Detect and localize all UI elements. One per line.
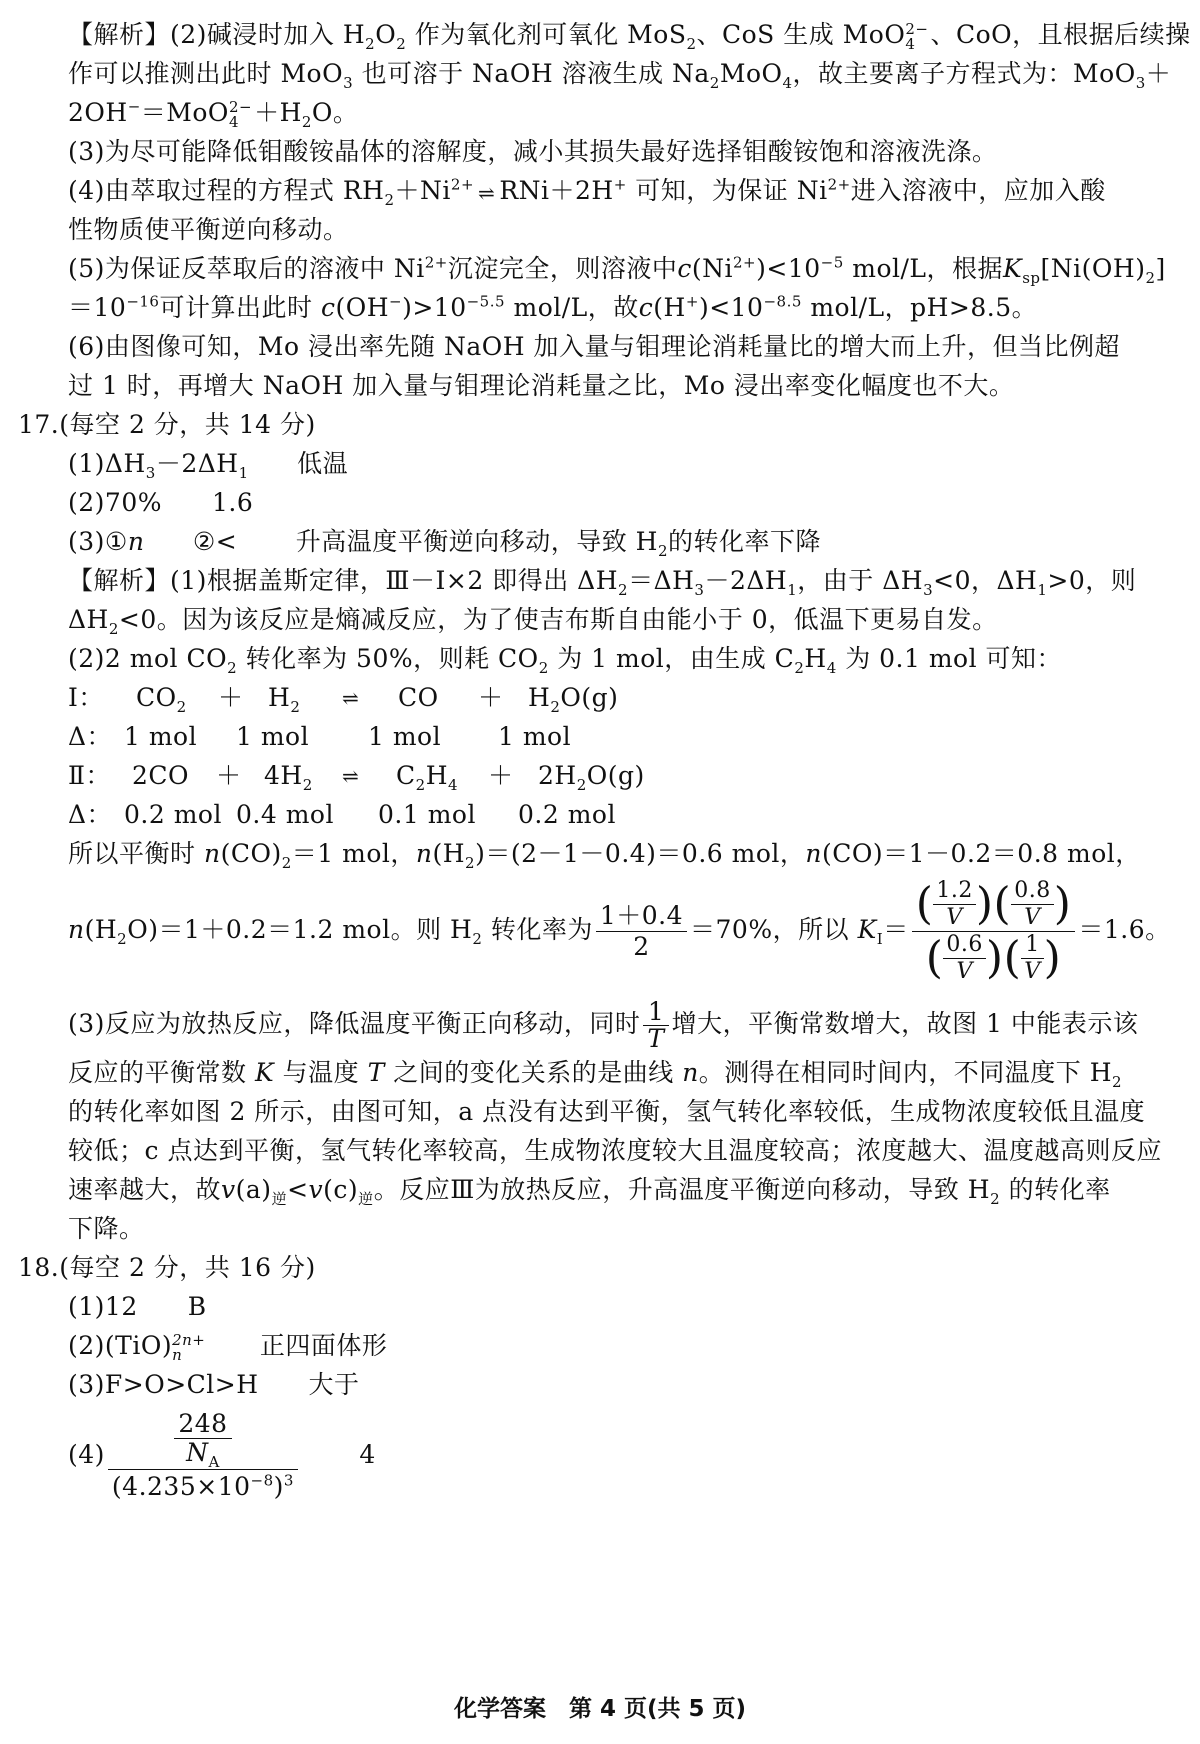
q18-answer-1: (1)12 B xyxy=(68,1292,207,1321)
equilibrium-arrow-icon: ⇌ xyxy=(342,764,360,788)
equilibrium-arrow-icon: ⇌ xyxy=(478,180,496,205)
q18-answer-4: (4) $\frac{\frac{248}{N_A}}{(4.235\times 10^{-8})^3}$ 4 xyxy=(68,1400,376,1510)
page-footer: 化学答案 第 4 页(共 5 页) xyxy=(453,1696,747,1722)
q17-answer-2: (2)70% 1.6 xyxy=(68,488,254,517)
q17-explanation-3-line-2: 反应的平衡常数 K 与温度 T 之间的变化关系的是曲线 n。测得在相同时间内，不同温度下 $H_2$ xyxy=(68,1058,1123,1091)
analysis-16-p6: (6)由图像可知，Mo 浸出率先随 NaOH 加入量与钼理论消耗量比的增大而上升，但当比例超 xyxy=(68,332,1120,361)
reaction-1: Ⅰ： $CO_2$ ＋ $H_2$ ⇌ CO ＋ $H_2O(g)$ xyxy=(68,683,619,716)
q18-answer-3: (3)F>O>Cl>H 大于 xyxy=(68,1370,360,1399)
analysis-16-p6-line-2: 过 1 时，再增大 NaOH 加入量与钼理论消耗量之比，Mo 浸出率变化幅度也不大。 xyxy=(68,371,1015,400)
analysis-16-p5: (5)为保证反萃取后的溶液中 $Ni^{2+}$沉淀完全，则溶液中$c(Ni^{2+})<10^{-5}$ mol/L，根据$K_{sp}[Ni(OH)_2]$ xyxy=(68,253,1166,287)
q18-answer-2: (2)(TiO) 2n+ n 正四面体形 xyxy=(68,1330,388,1364)
q17-header: 17.(每空 2 分，共 14 分) xyxy=(18,410,316,439)
analysis-16-p4-line-2: 性物质使平衡逆向移动。 xyxy=(68,215,349,244)
reaction-1-delta: Δ： 1 mol 1 mol 1 mol 1 mol xyxy=(68,722,572,751)
analysis-16-line-3: 2OH−＝MoO 2− 4 $+H_2O$。 xyxy=(68,97,359,131)
analysis-16-line-1: 【解析】(2)碱浸时加入 $H_2O_2$ 作为氧化剂可氧化 MoS$_2$、CoS 生成 MoO 2− 4 、CoO，且根据后续操 xyxy=(68,19,1191,53)
analysis-16-p5-line-2: $=10^{-16}$可计算出此时 $c(OH^-)>10^{-5.5}$ mol/L，故$c(H^+)<10^{-8.5}$ mol/L，pH>8.5。 xyxy=(68,292,1038,322)
q17-explanation-3-line-3: 的转化率如图 2 所示，由图可知，a 点没有达到平衡，氢气转化率较低，生成物浓度较低且温度 xyxy=(68,1097,1146,1126)
analysis-16-p4: (4)由萃取过程的方程式 $RH_2+Ni^{2+}$ ⇌ RNi＋2H+ 可知，为保证 $Ni^{2+}$进入溶液中，应加入酸 xyxy=(68,175,1106,209)
reaction-2-delta: Δ： 0.2 mol 0.4 mol 0.1 mol 0.2 mol xyxy=(68,800,616,829)
q17-explanation-3: (3)反应为放热反应，降低温度平衡正向移动，同时 $\frac{1}{T}$ 增大，平衡常数增大，故图 1 中能表示该 xyxy=(68,997,1139,1053)
q17-explanation-3-line-5: 速率越大，故$v(a)_逆<v(c)_逆$。反应Ⅲ为放热反应，升高温度平衡逆向移动，导致 $H_2$ 的转化率 xyxy=(68,1175,1111,1208)
q17-explanation-3-line-4: 较低；c 点达到平衡，氢气转化率较高，生成物浓度较大且温度较高；浓度越大、温度越高则反应 xyxy=(68,1136,1162,1165)
density-fraction: $\frac{\frac{248}{N_A}}{(4.235\times 10^{-8})^3}$ xyxy=(108,1410,298,1504)
equilibrium-amounts: 所以平衡时 $n(CO)_2=1$ mol，$n(H_2)=(2-1-0.4)=0.6$ mol，n(CO)＝1－0.2＝0.8 mol， xyxy=(68,839,1141,872)
q18-header: 18.(每空 2 分，共 16 分) xyxy=(18,1253,316,1282)
q17-explanation-3-line-6: 下降。 xyxy=(68,1214,145,1243)
analysis-16-line-2: 作可以推测出此时 MoO$_3$ 也可溶于 NaOH 溶液生成 $Na_2MoO_4$，故主要离子方程式为：MoO$_3$＋ xyxy=(68,59,1172,92)
q17-explanation-2: (2)2 mol $CO_2$ 转化率为 50%，则耗 $CO_2$ 为 1 mol，由生成 $C_2H_4$ 为 0.1 mol 可知： xyxy=(68,644,1063,677)
analysis-16-p3: (3)为尽可能降低钼酸铵晶体的溶解度，减小其损失最好选择钼酸铵饱和溶液洗涤。 xyxy=(68,137,998,166)
equilibrium-arrow-icon: ⇌ xyxy=(342,686,360,710)
q17-answer-3: (3)①n ②< 升高温度平衡逆向移动，导致 $H_2$的转化率下降 xyxy=(68,527,822,560)
conversion-and-k: $n(H_2O)=1+0.2=1.2$ mol。则 $H_2$ 转化率为 $\frac{1+0.4}{2}$ ＝70%，所以 $K_Ⅰ=$ ( $\frac{1.2}{V}$ )( $\frac{0.8}{V}$ ) ( $\frac{0.6}{V}$ )( $\frac{1}{V}$ ) ＝1.6。 xyxy=(68,878,1171,984)
k-expression-fraction: ( $\frac{1.2}{V}$ )( $\frac{0.8}{V}$ ) ( $\frac{0.6}{V}$ )( $\frac{1}{V}$ ) xyxy=(912,878,1076,985)
reaction-2: Ⅱ： 2CO ＋ $4H_2$ ⇌ $C_2H_4$ ＋ $2H_2O(g)$ xyxy=(68,761,645,794)
q17-answer-1: $(1)\Delta H_3-2\Delta H_1$ 低温 xyxy=(68,449,349,482)
q17-explanation-1: 【解析】(1)根据盖斯定律，Ⅲ－Ⅰ×2 即得出 $\Delta H_2=\Delta H_3-2\Delta H_1$，由于 $\Delta H_3<0$，$\Delta H_1>0$，则 xyxy=(68,566,1137,599)
conversion-fraction: $\frac{1+0.4}{2}$ xyxy=(596,901,687,962)
q17-explanation-1-line-2: $\Delta H_2<0$。因为该反应是熵减反应，为了使吉布斯自由能小于 0，低温下更易自发。 xyxy=(68,605,998,638)
inverse-t-fraction: $\frac{1}{T}$ xyxy=(643,999,668,1052)
